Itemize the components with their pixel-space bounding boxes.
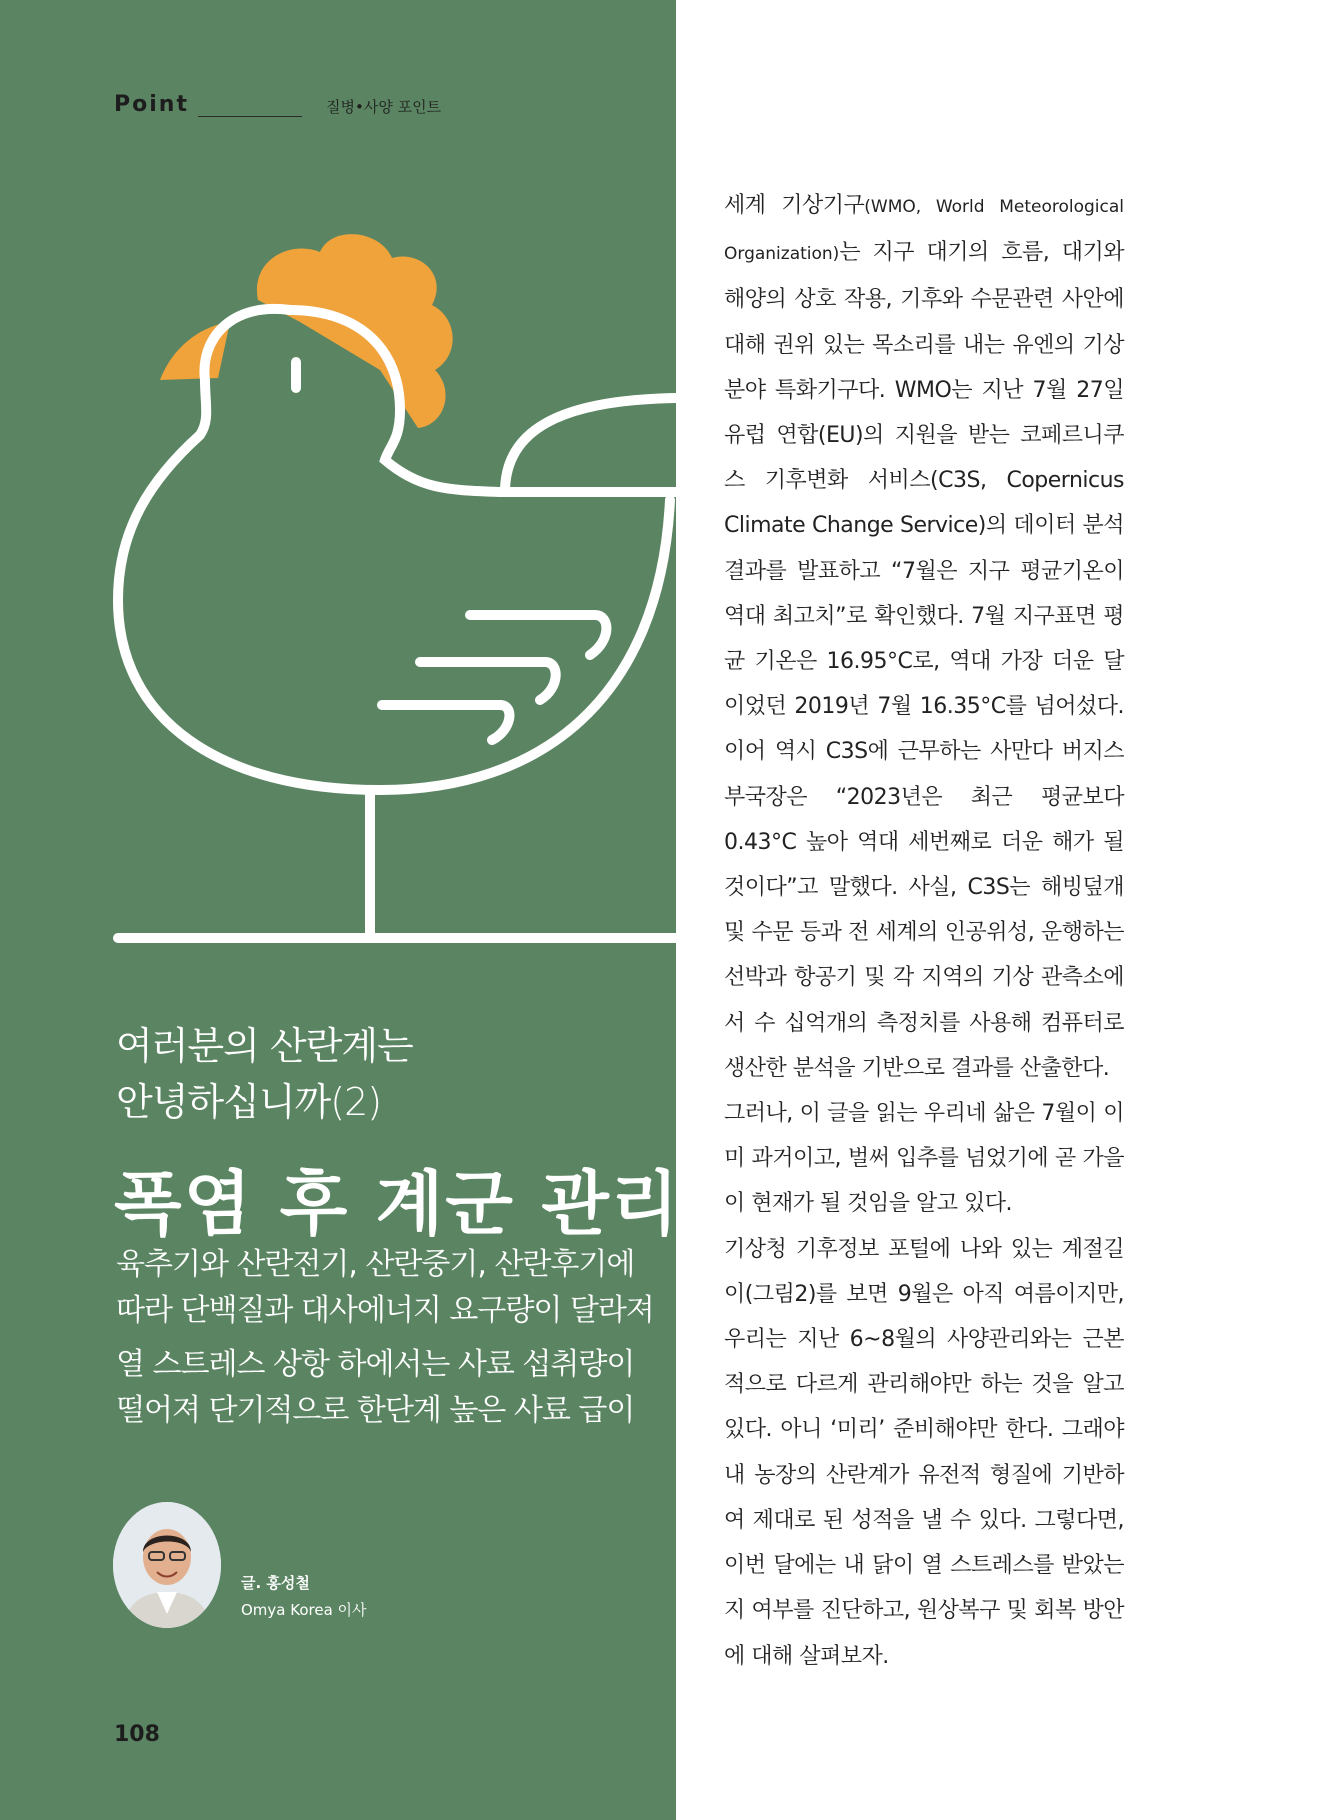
header-divider (198, 116, 302, 117)
article-paragraph-2: 그러나, 이 글을 읽는 우리네 삶은 7월이 이미 과거이고, 벌써 입추를 넘었기에 곧 가을이 현재가 될 것임을 알고 있다. (724, 1101, 1124, 1217)
author-role: Omya Korea 이사 (241, 1601, 367, 1619)
article-paragraph-3: 기상청 기후정보 포털에 나와 있는 계절길이(그림2)를 보면 9월은 아직 여름이지만, 우리는 지난 6~8월의 사양관리와는 근본적으로 다르게 관리해야만 하는 것을 알고 있다. 아니 ‘미리’ 준비해야만 한다. 그래야 내 농장의 산란계가 유전적 형질에 기반하여 제대로 된 성적을 낼 수 있다. 그렇다면, 이번 달에는 내 닭이 열 스트레스를 받았는지 여부를 진단하고, 원상복구 및 회복 방안에 대해 살펴보자. (724, 1236, 1124, 1669)
hen-wing-1 (470, 615, 606, 655)
p1-wmo-paren: (WMO, World Meteorological Organization) (724, 197, 1124, 265)
hen-wing-2 (420, 662, 556, 700)
article-paragraph-1 (724, 183, 1124, 1091)
summary-point-1: 육추기와 산란전기, 산란중기, 산란후기에 따라 단백질과 대사에너지 요구량이 달라져 (116, 1247, 654, 1328)
subtitle-line-1: 여러분의 산란계는 (116, 1024, 413, 1068)
article-subtitle (116, 1018, 413, 1130)
article-body (724, 183, 1124, 1679)
author-portrait-icon (113, 1502, 221, 1628)
hen-wing-3 (382, 705, 509, 740)
article-title: 폭염 후 계군 관리 (114, 1163, 681, 1245)
hen-tail (505, 398, 676, 492)
point-label: Point (114, 92, 189, 117)
page-number: 108 (114, 1722, 160, 1747)
subtitle-line-2: 안녕하십니까(2) (116, 1080, 382, 1124)
p1-rest: 는 지구 대기의 흐름, 대기와 해양의 상호 작용, 기후와 수문관련 사안에 대해 권위 있는 목소리를 내는 유엔의 기상분야 특화기구다. WMO는 지난 7월 27일 유럽 연합(EU)의 지원을 받는 코페르니쿠스 기후변화 서비스(C3S, Copernicus Climate Change Service)의 데이터 분석 결과를 발표하고 “7월은 지구 평균기온이 역대 최고치”로 확인했다. 7월 지구표면 평균 기온은 16.95°C로, 역대 가장 더운 달이었던 2019년 7월 16.35°C를 넘어섰다. 이어 역시 C3S에 근무하는 사만다 버지스 부국장은 “2023년은 최근 평균보다 0.43°C 높아 역대 세번째로 더운 해가 될 것이다”고 말했다. 사실, C3S는 해빙덮개 및 수문 등과 전 세계의 인공위성, 운행하는 선박과 항공기 및 각 지역의 기상 관측소에서 수 십억개의 측정치를 사용해 컴퓨터로 생산한 분석을 기반으로 결과를 산출한다. (724, 240, 1124, 1081)
p1-lead: 세계 기상기구 (724, 193, 865, 218)
section-label: 질병•사양 포인트 (326, 98, 442, 116)
author-avatar (113, 1502, 221, 1628)
summary-point-2: 열 스트레스 상항 하에서는 사료 섭취량이 떨어져 단기적으로 한단계 높은 사료 급이 (116, 1347, 635, 1428)
hen-line-icon (0, 230, 676, 950)
author-name: 글. 홍성철 (241, 1574, 310, 1592)
